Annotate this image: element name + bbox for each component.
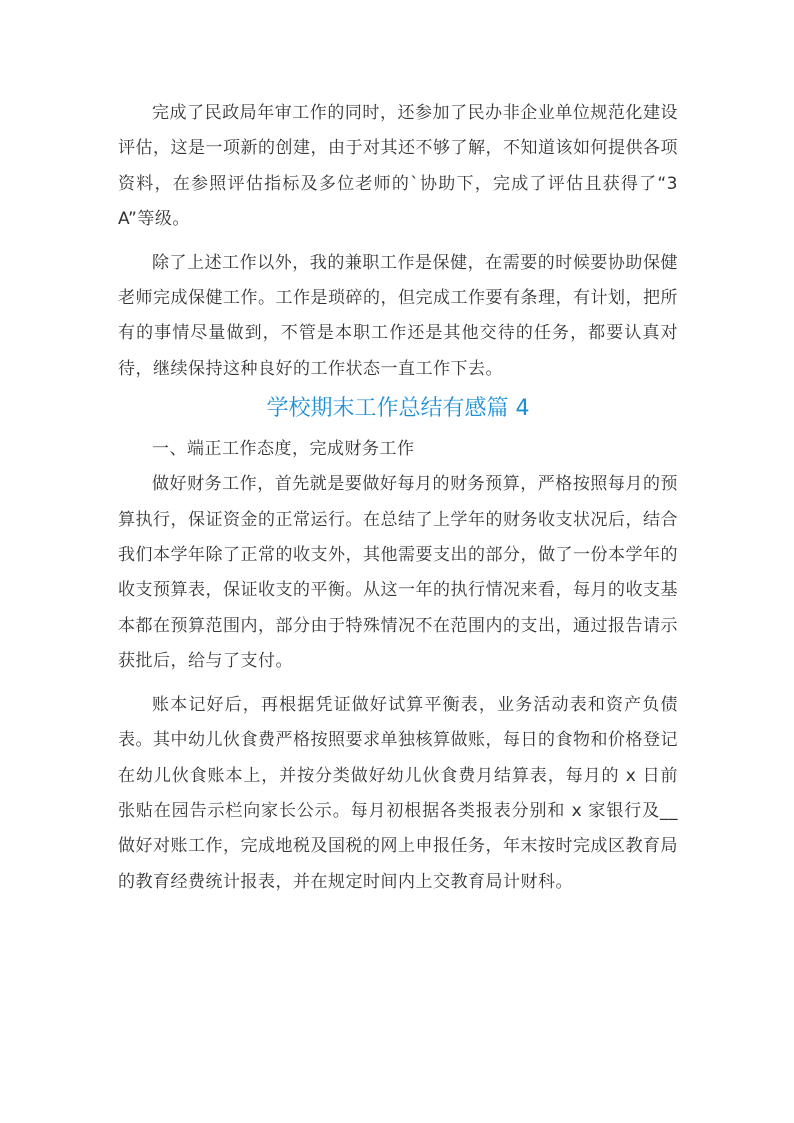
paragraph-health-duty: 除了上述工作以外，我的兼职工作是保健，在需要的时候要协助保健老师完成保健工作。工作是琐碎的，但完成工作要有条理，有计划，把所有的事情尽量做到，不管是本职工作还是其他交待的任务，都要认真对待，继续保持这种良好的工作状态一直工作下去。	[118, 252, 678, 379]
subheading-finance: 一、端正工作态度，完成财务工作	[152, 439, 415, 460]
paragraph-budget: 做好财务工作，首先就是要做好每月的财务预算，严格按照每月的预算执行，保证资金的正常运行。在总结了上学年的财务收支状况后，结合我们本学年除了正常的收支外，其他需要支出的部分，做了一份本学年的收支预算表，保证收支的平衡。从这一年的执行情况来看，每月的收支基本都在预算范围内，部分由于特殊情况不在范围内的支出，通过报告请示获批后，给与了支付。	[118, 474, 678, 672]
section-title: 学校期末工作总结有感篇 4	[266, 396, 530, 422]
paragraph-evaluation: 完成了民政局年审工作的同时，还参加了民办非企业单位规范化建设评估，这是一项新的创建，由于对其还不够了解，不知道该如何提供各项资料，在参照评估指标及多位老师的`协助下，完成了评估且获得了“3A”等级。	[118, 103, 678, 230]
document-page	[118, 96, 678, 908]
paragraph-accounting: 账本记好后，再根据凭证做好试算平衡表，业务活动表和资产负债表。其中幼儿伙食费严格按照要求单独核算做账，每日的食物和价格登记在幼儿伙食账本上，并按分类做好幼儿伙食费月结算表，每月的 x 日前张贴在园告示栏向家长公示。每月初根据各类报表分别和 x 家银行及__做好对账工作，完成地税及国税的网上申报任务，年末按时完成区教育局的教育经费统计报表，并在规定时间内上交教育局计财科。	[118, 694, 678, 892]
